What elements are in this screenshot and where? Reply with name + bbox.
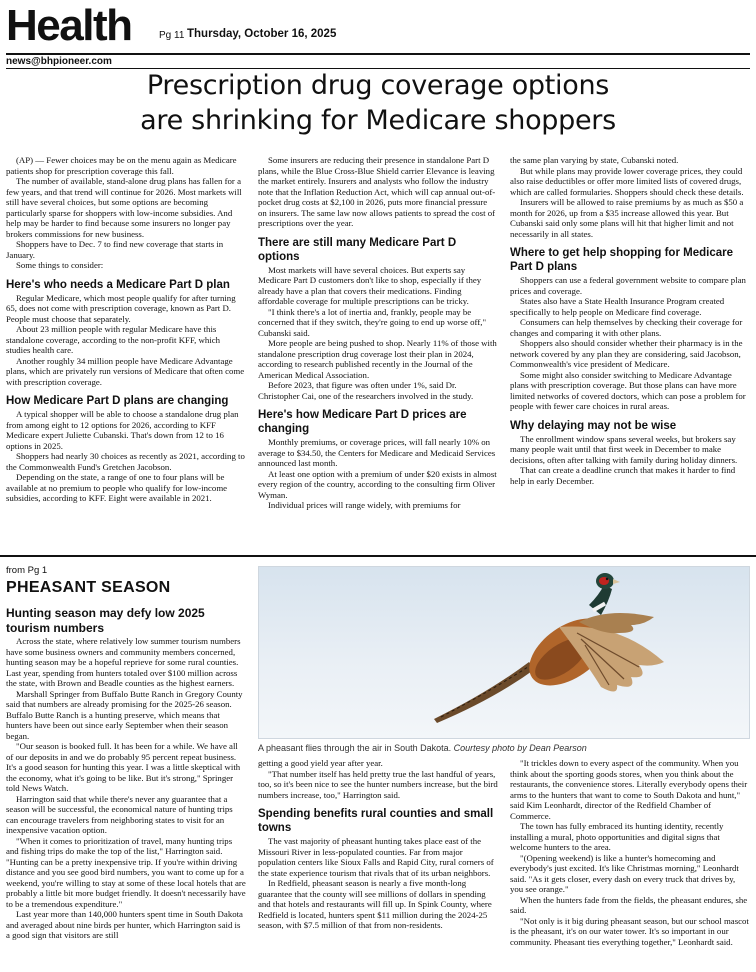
paragraph: Insurers will be allowed to raise premiums by as much as $50 a month for 2026, up from a $35 increase allowed this year. But Cubanski said only some plans will hit that higher limit and not necessarily in all states. [510, 197, 744, 239]
jump-kicker: from Pg 1 [6, 565, 48, 576]
paragraph: Shoppers also should consider whether their pharmacy is in the network covered by any plan they are considering, said Jacobson, Commonwealth's vice president of Medicare. [510, 338, 743, 369]
paragraph: "It trickles down to every aspect of the community. When you think about the sporting goods stores, when you think about the restaurants, the convenience stores. Literally everybody opens their arms to the hunters that want to come to South Dakota and hunt," said Kim Leonhardt, director of the Redfield Chamber of Commerce. [510, 758, 748, 821]
paragraph: Regular Medicare, which most people qualify for after turning 65, does not come with prescription coverage, known as Part D. People must choose that separately. [6, 292, 236, 324]
paragraph: The number of available, stand-alone drug plans has fallen for a few years, and that trend will continue for 2026. Most markets will still have several choices, but some options are becoming particularly sparse for shoppers with low-income subsidies. And help may be harder to find because some insurers no longer pay brokers commissions for new business. [6, 176, 242, 239]
paragraph: "When it comes to prioritization of travel, many hunting trips and fishing trips do make the top of the list," Harrington said. "Hunting can be a pretty inexpensive trip. If you're within driving distance and you see good bird numbers, you want to come up for a weekend, you're willing to stay at some of these local hotels that are probably a little bit more budget friendly. It doesn't necessarily have to be a tremendous expenditure." [6, 835, 246, 909]
paragraph: Before 2023, that figure was often under 1%, said Dr. Christopher Cai, one of the researchers involved in the study. [258, 380, 474, 401]
article-column-1 [6, 155, 246, 504]
section-heading: There are still many Medicare Part D options [258, 236, 457, 263]
paragraph: When the hunters fade from the fields, the pheasant endures, she said. [510, 894, 748, 915]
paragraph: Marshall Springer from Buffalo Butte Ranch in Gregory County said that numbers are already promising for the 2025-26 season. Buffalo Butte Ranch is a hunting preserve, which means that hunters have been out since early September when their season began. [6, 688, 243, 741]
paragraph: Individual prices will range widely, with premiums for [268, 500, 461, 510]
paragraph: Shoppers have to Dec. 7 to find new coverage that starts in January. [6, 239, 224, 260]
section-heading: Here's who needs a Medicare Part D plan [6, 278, 230, 291]
paragraph: But while plans may provide lower coverage prices, they could also raise deductibles or offer more limited lists of covered drugs, which are called formularies. Shoppers should check these details. [510, 165, 744, 197]
photo-caption [258, 743, 750, 753]
paragraph: "(Opening weekend) is like a hunter's homecoming and everybody's just excited. It's like Christmas morning," Leonhardt said. "As it gets closer, every dash on every truck that drives by, you see orange." [510, 852, 739, 894]
paragraph: Depending on the state, a range of one to four plans will be available at no premium to people who qualify for low-income subsidies, according to KFF. Eight were available in 2021. [6, 472, 228, 503]
page-number: Pg 11 [159, 30, 185, 41]
section-heading: Spending benefits rural counties and small towns [258, 808, 494, 834]
paragraph: Shoppers had nearly 30 choices as recently as 2021, according to the Commonwealth Fund's Gretchen Jacobson. [6, 451, 245, 472]
section-heading: Where to get help shopping for Medicare Part D plans [510, 247, 733, 273]
paragraph: In Redfield, pheasant season is nearly a five month-long guarantee that the county will see millions of dollars in spending and that hotels and restaurants will fill up. In Spink County, where Redfield is located, hunters spent $11 million during the 2024-25 season, with $7.5 million of that from non-residents. [258, 878, 492, 930]
paragraph: getting a good yield year after year. [258, 758, 383, 768]
paragraph: Shoppers can use a federal government website to compare plan prices and coverage. [510, 275, 746, 296]
story-column-1 [6, 636, 246, 941]
paragraph: The town has fully embraced its hunting identity, recently installing a mural, photo opportunities and digital signs that welcome hunters to the area. [510, 821, 724, 852]
section-heading: How Medicare Part D plans are changing [6, 395, 229, 407]
paragraph: The enrollment window spans several weeks, but brokers say many people wait until that first week in December to make decisions, often after talking with family during holiday dinners. [510, 433, 738, 465]
paragraph: A typical shopper will be able to choose a standalone drug plan from among eight to 12 options for 2026, according to KFF Medicare expert Juliette Cubanski. That's down from 12 to 16 options in 2025. [6, 409, 239, 451]
story-title: PHEASANT SEASON [6, 579, 171, 596]
paragraph: Consumers can help themselves by checking their coverage for changes and comparing it with other plans. [510, 317, 743, 338]
contact-email[interactable]: news@bhpioneer.com [6, 56, 112, 67]
paragraph: States also have a State Health Insurance Program created specifically to help people on Medicare find coverage. [510, 296, 725, 317]
pheasant-illustration [259, 567, 750, 739]
story-column-3 [510, 758, 750, 947]
paragraph: The vast majority of pheasant hunting takes place east of the Missouri River in less-populated counties. Far from major population centers like Sioux Falls and Rapid City, rural corners of the state experience tourism that rivals that of its urban neighbors. [258, 836, 494, 878]
header-rule [6, 53, 750, 55]
story-column-2 [258, 758, 498, 931]
story-subhead: Hunting season may defy low 2025 tourism numbers [6, 606, 205, 635]
issue-date: Thursday, October 16, 2025 [187, 28, 337, 40]
article-headline [40, 68, 716, 138]
paragraph: That can create a deadline crunch that makes it harder to find help in early December. [510, 465, 736, 486]
pheasant-photo [258, 566, 750, 739]
section-heading: Here's how Medicare Part D prices are changing [258, 409, 467, 435]
paragraph: the same plan varying by state, Cubanski noted. [510, 155, 679, 165]
section-divider [0, 555, 756, 557]
photo-credit: Courtesy photo by Dean Pearson [453, 743, 587, 753]
paragraph: "Our season is booked full. It has been for a while. We have all of our deposits in and we do probably 95 percent repeat business. It's a good season for hunting this year. I was a little skeptical with the economy, what it's going to be like. But it's strong," Springer told News Watch. [6, 741, 241, 793]
paragraph: Some insurers are reducing their presence in standalone Part D plans, while the Blue Cross-Blue Shield carrier Elevance is leaving the market entirely. Insurers and analysts who follow the industry note that the Inflation Reduction Act, which will cap annual out-of-pocket drug costs at $2,100 in 2026, puts more financial pressure on insurers. The same law now allows patients to spread the cost of prescriptions over the year. [258, 155, 496, 228]
masthead [6, 0, 750, 67]
paragraph: At least one option with a premium of under $20 exists in almost every region of the country, according to the consulting firm Oliver Wyman. [258, 468, 497, 500]
paragraph: Some things to consider: [16, 260, 104, 270]
paragraph: Last year more than 140,000 hunters spent time in South Dakota and averaged about nine birds per hunter, which Harrington said is a good sign that visitors are still [6, 909, 243, 940]
paragraph: Most markets will have several choices. But experts say Medicare Part D customers don't like to shop, especially if they already have a plan that covers their medications. Finding affordable coverage for multiple prescriptions can be tricky. [258, 264, 482, 306]
paragraph: Across the state, where relatively low summer tourism numbers have some business owners and community members concerned, hunting season may be a hopeful reprieve for some rural counties. Last year, spending from hunters totaled over $100 million across the state, with Brown and Beadle counties as the highest earners. [6, 636, 241, 688]
paragraph: Harrington said that while there's never any guarantee that a season will be successful, the economical nature of hunting trips can encourage travelers from neighboring states to visit for an inexpensive vacation option. [6, 793, 233, 835]
paragraph: Some might also consider switching to Medicare Advantage plans with prescription coverage. But those plans can have more limited networks of covered doctors, which can pose a problem for people with fewer care choices in rural areas. [510, 369, 746, 411]
headline-line-2: are shrinking for Medicare shoppers [140, 105, 616, 136]
paragraph: "Not only is it big during pheasant season, but our school mascot is the pheasant, it's on our water tower. It's so important in our community. Pheasant ties everything together," Leonhardt said. [510, 915, 749, 947]
section-heading: Why delaying may not be wise [510, 419, 677, 432]
paragraph: More people are being pushed to shop. Nearly 11% of those with standalone prescription drug coverage lost their plan in 2024, according to research published recently in the Journal of the American Medical Association. [258, 338, 497, 380]
paragraph: "That number itself has held pretty true the last handful of years, too, so it's been nice to see the hunter numbers increase, but the bird numbers increase, too," Harrington said. [258, 768, 498, 800]
paragraph: About 23 million people with regular Medicare have this standalone coverage, according to the non-profit KFF, which studies health care. [6, 324, 221, 355]
caption-text: A pheasant flies through the air in South Dakota. [258, 743, 452, 753]
paragraph: Monthly premiums, or coverage prices, will fall nearly 10% on average to $34.50, the Centers for Medicare and Medicaid Services announced last month. [258, 437, 496, 468]
article-column-3 [510, 155, 750, 486]
paragraph: (AP) — Fewer choices may be on the menu again as Medicare patients shop for prescription coverage this fall. [6, 155, 237, 176]
paragraph: Another roughly 34 million people have Medicare Advantage plans, which are privately run versions of Medicare that often come with prescription coverage. [6, 355, 245, 387]
paragraph: "I think there's a lot of inertia and, frankly, people may be concerned that if they switch, they're going to end up worse off," Cubanski said. [258, 306, 487, 338]
section-name: Health [6, 1, 132, 50]
headline-line-1: Prescription drug coverage options [146, 70, 610, 101]
article-column-2 [258, 155, 498, 511]
